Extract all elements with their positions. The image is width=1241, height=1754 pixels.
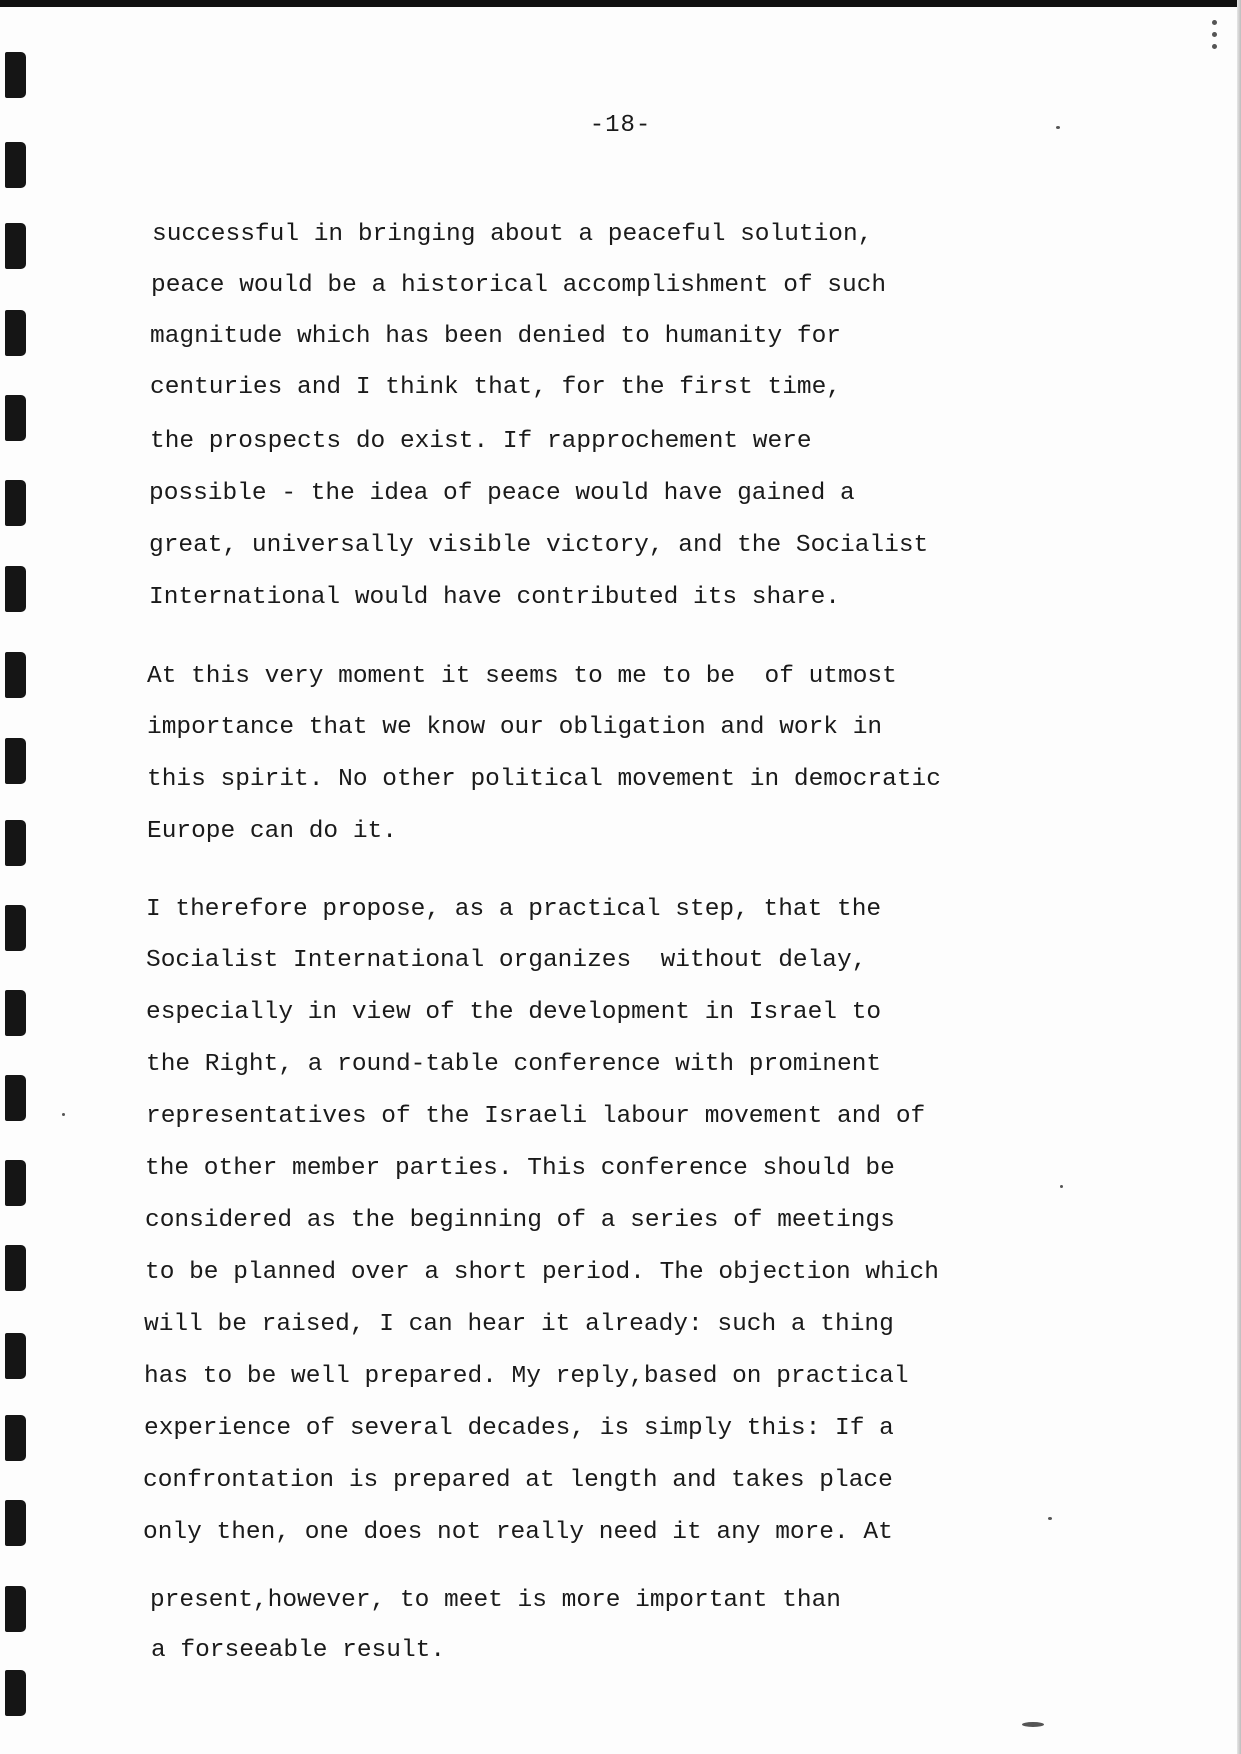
binding-hole xyxy=(5,1586,26,1632)
paragraph-3-line-3: especially in view of the development in Israel to xyxy=(146,999,882,1026)
binding-hole xyxy=(5,142,26,188)
scan-speck xyxy=(1212,32,1217,37)
paragraph-3-line-5: representatives of the Israeli labour movement and of xyxy=(146,1103,926,1130)
paragraph-3-line-9: will be raised, I can hear it already: such a thing xyxy=(144,1311,894,1338)
binding-hole xyxy=(5,566,26,612)
binding-hole xyxy=(5,1075,26,1121)
scan-speck xyxy=(1022,1722,1044,1727)
paragraph-3-line-13: only then, one does not really need it any more. At xyxy=(143,1519,893,1546)
paragraph-1-line-5: the prospects do exist. If rapprochement were xyxy=(150,428,812,455)
scan-speck xyxy=(1212,44,1217,49)
paragraph-1-line-1: successful in bringing about a peaceful solution, xyxy=(152,221,873,248)
binding-hole xyxy=(5,990,26,1036)
paragraph-3-line-7: considered as the beginning of a series of meetings xyxy=(145,1207,895,1234)
paragraph-3-line-15: a forseeable result. xyxy=(151,1637,446,1664)
paragraph-3-line-12: confrontation is prepared at length and takes place xyxy=(143,1467,893,1494)
paragraph-1-line-2: peace would be a historical accomplishment of such xyxy=(151,272,887,299)
binding-hole xyxy=(5,480,26,526)
paragraph-3-line-8: to be planned over a short period. The objection which xyxy=(145,1259,939,1286)
binding-hole xyxy=(5,1333,26,1379)
page-right-edge xyxy=(1237,0,1241,1754)
paragraph-2-line-1: At this very moment it seems to me to be of utmost xyxy=(147,663,897,690)
binding-hole xyxy=(5,820,26,866)
paragraph-3-line-1: I therefore propose, as a practical step, that the xyxy=(146,896,882,923)
paragraph-1-line-4: centuries and I think that, for the first time, xyxy=(150,374,842,401)
paragraph-3-line-4: the Right, a round-table conference with prominent xyxy=(146,1051,882,1078)
scan-speck xyxy=(62,1113,65,1116)
binding-hole xyxy=(5,52,26,98)
paragraph-3-line-6: the other member parties. This conference should be xyxy=(145,1155,895,1182)
binding-hole xyxy=(5,223,26,269)
binding-hole xyxy=(5,1670,26,1716)
binding-hole xyxy=(5,1415,26,1461)
paragraph-1-line-7: great, universally visible victory, and the Socialist xyxy=(149,532,929,559)
paragraph-1-line-3: magnitude which has been denied to humanity for xyxy=(150,323,842,350)
paragraph-3-line-2: Socialist International organizes without delay, xyxy=(146,947,867,974)
scan-speck xyxy=(1048,1517,1052,1520)
binding-hole xyxy=(5,1245,26,1291)
paragraph-1-line-6: possible - the idea of peace would have gained a xyxy=(149,480,855,507)
binding-hole xyxy=(5,395,26,441)
paragraph-1-line-8: International would have contributed its share. xyxy=(149,584,841,611)
page-number: -18- xyxy=(589,112,652,139)
scan-speck xyxy=(1060,1185,1063,1188)
binding-hole xyxy=(5,1500,26,1546)
binding-hole xyxy=(5,652,26,698)
paragraph-2-line-3: this spirit. No other political movement in democratic xyxy=(147,766,941,793)
binding-hole xyxy=(5,738,26,784)
scan-speck xyxy=(1212,20,1217,25)
binding-hole xyxy=(5,905,26,951)
binding-hole xyxy=(5,1160,26,1206)
paragraph-3-line-14: present,however, to meet is more important than xyxy=(150,1587,842,1614)
binding-hole xyxy=(5,310,26,356)
paragraph-3-line-10: has to be well prepared. My reply,based on practical xyxy=(144,1363,909,1390)
paragraph-2-line-2: importance that we know our obligation and work in xyxy=(147,714,883,741)
paragraph-2-line-4: Europe can do it. xyxy=(147,818,397,845)
page-top-edge xyxy=(0,0,1241,7)
paragraph-3-line-11: experience of several decades, is simply this: If a xyxy=(144,1415,894,1442)
